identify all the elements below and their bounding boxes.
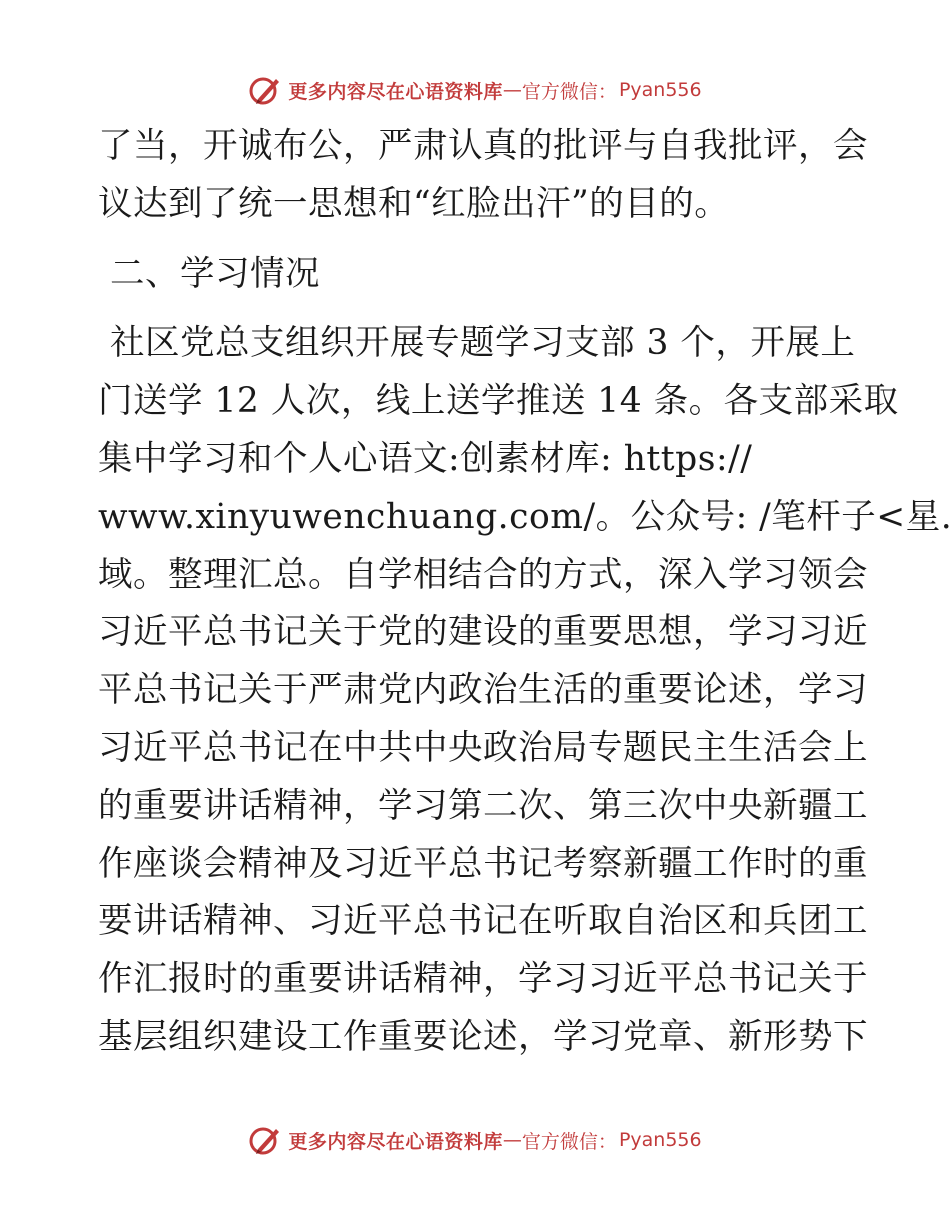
- paragraph-line: 习近平总书记在中共中央政治局专题民主生活会上: [98, 727, 868, 768]
- paragraph-line: www.xinyuwenchuang.com/。公众号: /笔杆子<星.: [98, 496, 952, 537]
- paragraph-line: 平总书记关于严肃党内政治生活的重要论述，学习: [98, 670, 868, 711]
- banner-wechat-handle: Pyan556: [618, 1129, 702, 1151]
- banner-brand: 更多内容尽在心语资料库: [288, 1130, 503, 1153]
- pen-logo-icon: [248, 73, 282, 107]
- paragraph-line: 的重要讲话精神，学习第二次、第三次中央新疆工: [98, 785, 868, 826]
- footer-banner: [0, 1120, 950, 1160]
- paragraph-line: 社区党总支组织开展专题学习支部 3 个，开展上: [110, 323, 856, 364]
- pen-logo-icon: [248, 1123, 282, 1157]
- paragraph-line: 作汇报时的重要讲话精神，学习习近平总书记关于: [98, 959, 868, 1000]
- banner-separator: —: [502, 79, 522, 101]
- paragraph-line: 习近平总书记关于党的建设的重要思想，学习习近: [98, 612, 868, 653]
- banner-separator: —: [502, 1129, 522, 1151]
- banner-wechat-handle: Pyan556: [618, 79, 702, 101]
- paragraph-line: 要讲话精神、习近平总书记在听取自治区和兵团工: [98, 901, 868, 942]
- banner-wechat-label: 官方微信：: [521, 80, 617, 103]
- banner-wechat-label: 官方微信：: [521, 1130, 617, 1153]
- paragraph-line: 基层组织建设工作重要论述，学习党章、新形势下: [98, 1016, 868, 1057]
- paragraph-line: 域。整理汇总。自学相结合的方式，深入学习领会: [98, 554, 868, 595]
- section-heading: 二、学习情况: [110, 253, 320, 294]
- text-line: 了当，开诚布公，严肃认真的批评与自我批评，会: [98, 126, 868, 166]
- paragraph-line: 作座谈会精神及习近平总书记考察新疆工作时的重: [98, 843, 868, 884]
- banner-brand: 更多内容尽在心语资料库: [288, 80, 503, 103]
- paragraph-line: 集中学习和个人心语文:创素材库: https://: [98, 438, 753, 479]
- paragraph-line: 门送学 12 人次，线上送学推送 14 条。各支部采取: [98, 381, 899, 422]
- text-line: 议达到了统一思想和“红脸出汗”的目的。: [98, 183, 730, 224]
- document-body: [98, 118, 952, 1067]
- header-banner: [0, 70, 950, 110]
